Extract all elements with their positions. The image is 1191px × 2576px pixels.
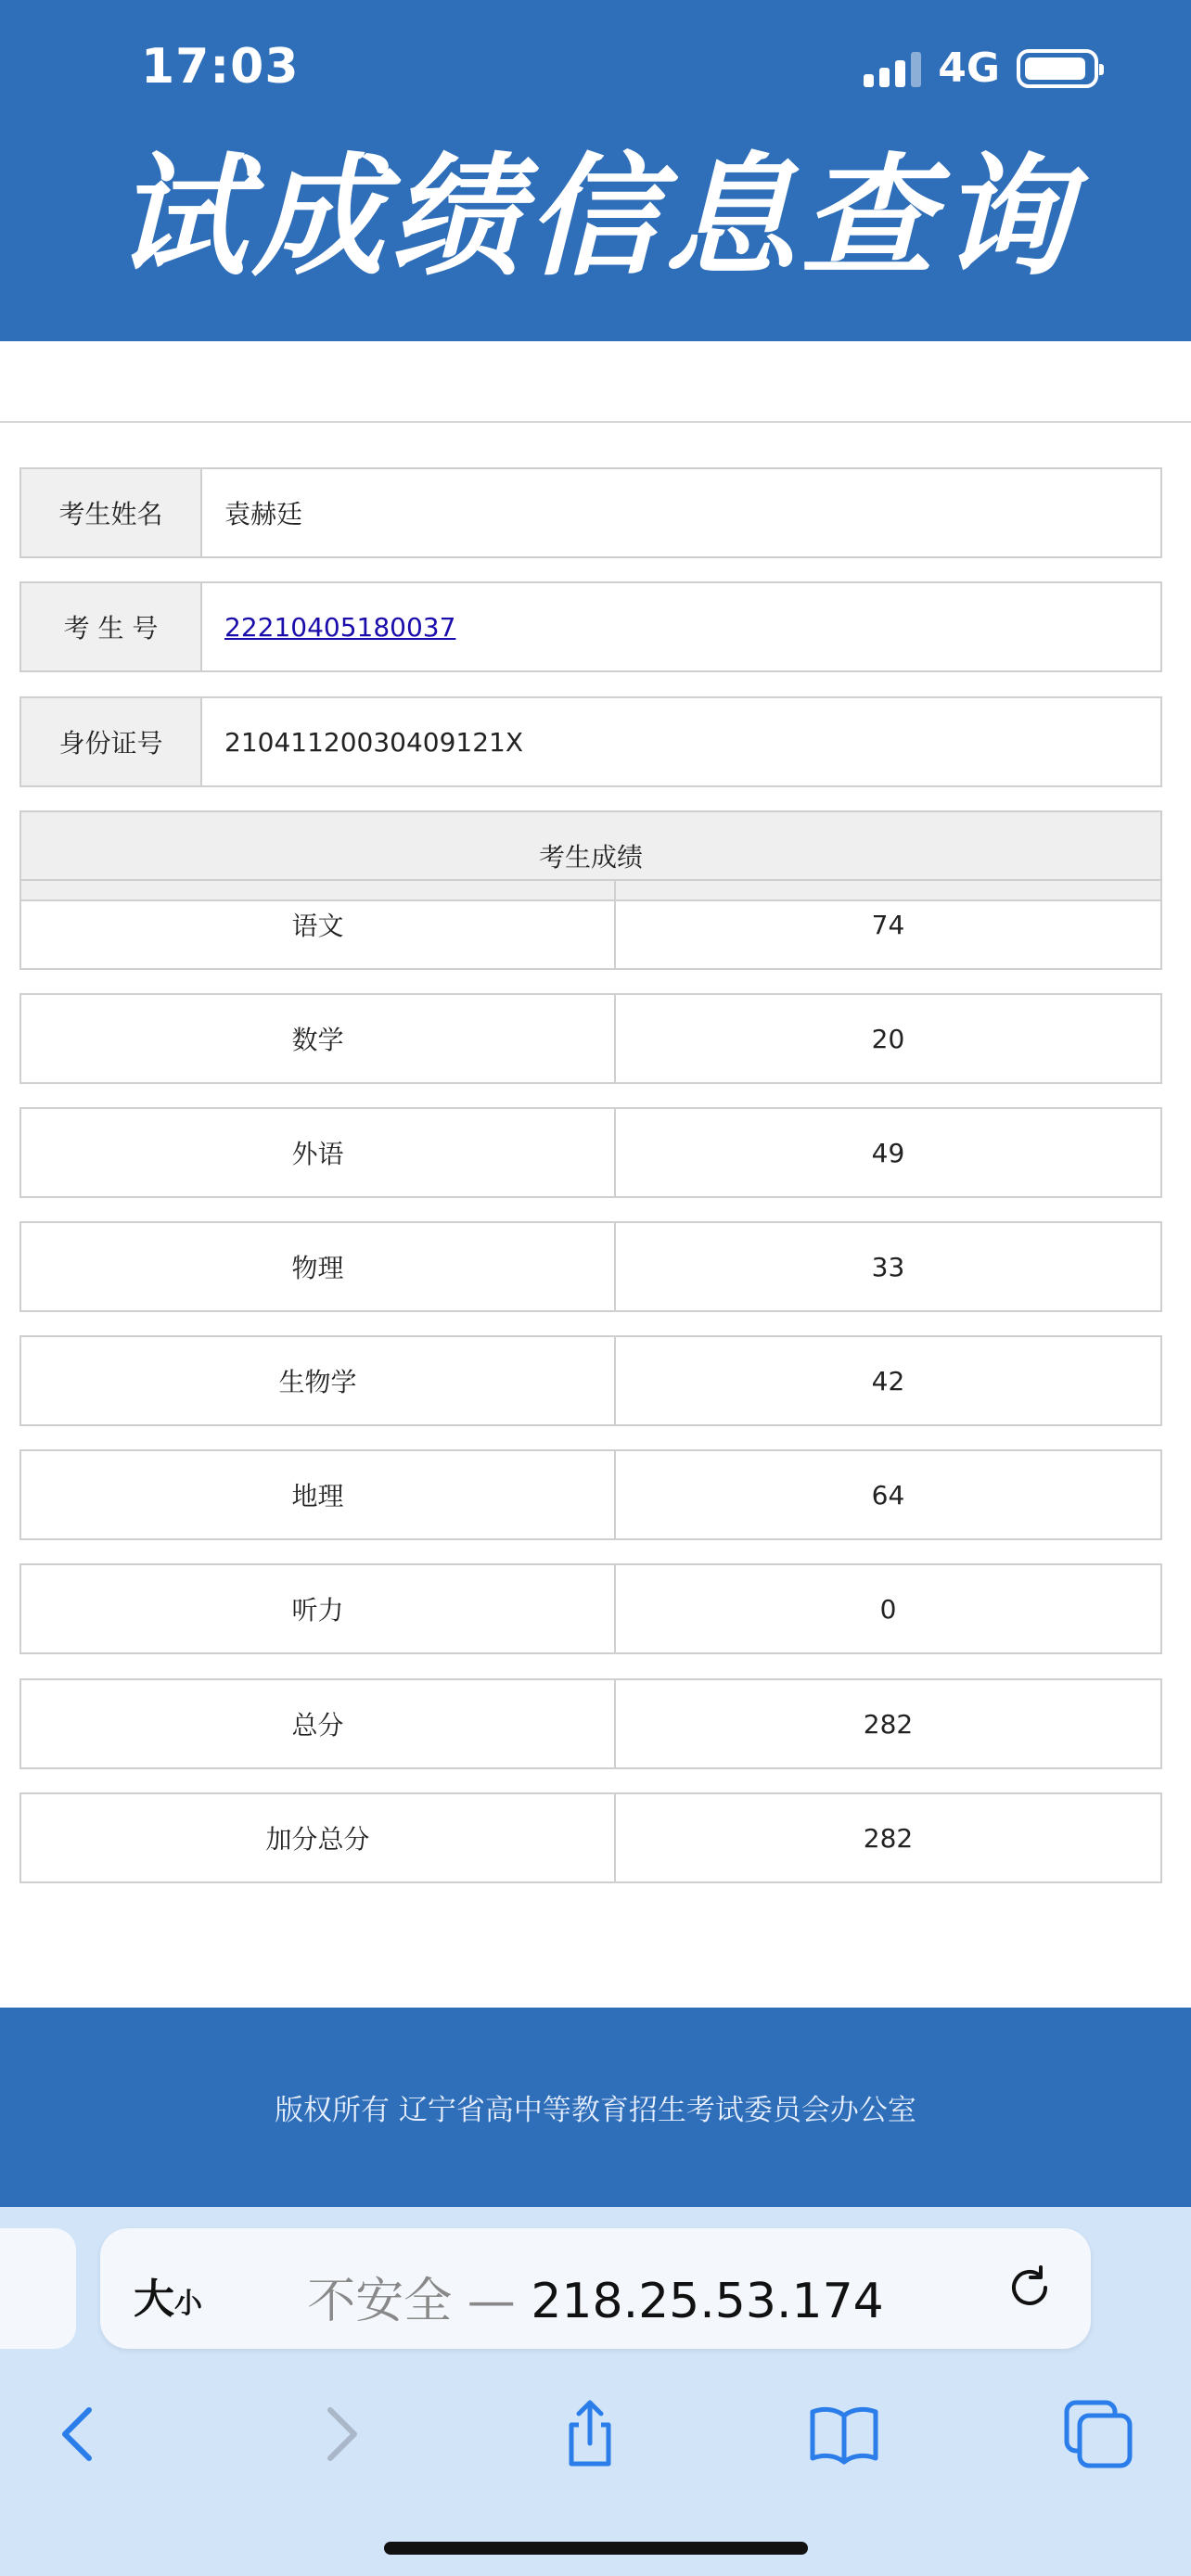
cellular-signal-icon bbox=[864, 50, 921, 87]
score-subject: 听力 bbox=[21, 1565, 616, 1652]
candidate-name-label: 考生姓名 bbox=[21, 469, 202, 556]
candidate-number-row bbox=[19, 581, 1162, 672]
score-value: 282 bbox=[863, 1708, 914, 1740]
candidate-name-value: 袁赫廷 bbox=[224, 499, 303, 529]
page-header bbox=[0, 0, 1191, 341]
candidate-name-row bbox=[19, 467, 1162, 558]
bottom-toolbar bbox=[0, 2388, 1191, 2499]
candidate-number-link[interactable]: 22210405180037 bbox=[224, 611, 456, 643]
forward-icon[interactable] bbox=[302, 2397, 377, 2471]
bookmarks-icon[interactable] bbox=[807, 2397, 881, 2471]
footer-copyright: 版权所有 辽宁省高中等教育招生考试委员会办公室 bbox=[275, 2094, 916, 2127]
score-subject: 加分总分 bbox=[21, 1794, 616, 1881]
score-value: 33 bbox=[871, 1251, 905, 1282]
home-indicator[interactable] bbox=[384, 2542, 808, 2555]
page-footer bbox=[0, 2008, 1191, 2207]
candidate-id-row bbox=[19, 696, 1162, 787]
browser-toolbar bbox=[0, 2207, 1191, 2576]
candidate-id-value: 2104112003040912​1X bbox=[224, 726, 524, 758]
score-row bbox=[19, 993, 1162, 1084]
score-row bbox=[19, 879, 1162, 970]
tabs-icon[interactable] bbox=[1061, 2397, 1135, 2471]
reload-icon[interactable] bbox=[1004, 2262, 1056, 2314]
address-bar[interactable] bbox=[100, 2228, 1091, 2349]
url-text: 218.25.53.174 bbox=[531, 2274, 884, 2329]
score-value: 49 bbox=[871, 1137, 905, 1168]
score-value: 42 bbox=[871, 1365, 905, 1396]
share-icon[interactable] bbox=[553, 2397, 627, 2471]
battery-icon bbox=[1017, 49, 1098, 88]
previous-tab-pill[interactable] bbox=[0, 2228, 76, 2349]
score-row bbox=[19, 1678, 1162, 1769]
scores-header: 考生成绩 bbox=[19, 810, 1162, 901]
score-subject: 物理 bbox=[21, 1223, 616, 1310]
score-value: 20 bbox=[871, 1023, 905, 1054]
score-subject: 数学 bbox=[21, 995, 616, 1082]
score-value: 64 bbox=[871, 1479, 905, 1511]
score-value: 0 bbox=[879, 1593, 897, 1625]
score-row bbox=[19, 1221, 1162, 1312]
candidate-id-label: 身份证号 bbox=[21, 698, 202, 785]
insecure-label: 不安全 — bbox=[307, 2274, 516, 2329]
network-type: 4G bbox=[938, 45, 1000, 92]
score-value: 282 bbox=[863, 1822, 914, 1854]
text-size-button[interactable]: 大小 bbox=[134, 2276, 202, 2323]
status-time: 17:03 bbox=[141, 39, 300, 95]
score-row bbox=[19, 1449, 1162, 1540]
score-value: 74 bbox=[871, 909, 905, 940]
score-subject: 生物学 bbox=[21, 1337, 616, 1424]
score-row bbox=[19, 1335, 1162, 1426]
back-icon[interactable] bbox=[43, 2397, 117, 2471]
candidate-number-label: 考 生 号 bbox=[21, 583, 202, 670]
url-display[interactable] bbox=[100, 2262, 1091, 2331]
divider bbox=[0, 421, 1191, 423]
score-row bbox=[19, 1792, 1162, 1883]
score-row bbox=[19, 1107, 1162, 1198]
score-subject: 总分 bbox=[21, 1680, 616, 1767]
score-row bbox=[19, 1563, 1162, 1654]
status-indicators bbox=[864, 45, 1098, 92]
score-subject: 外语 bbox=[21, 1109, 616, 1196]
score-subject: 语文 bbox=[21, 881, 616, 968]
score-subject: 地理 bbox=[21, 1451, 616, 1538]
page-title: 试成绩信息查询 bbox=[115, 141, 1076, 294]
